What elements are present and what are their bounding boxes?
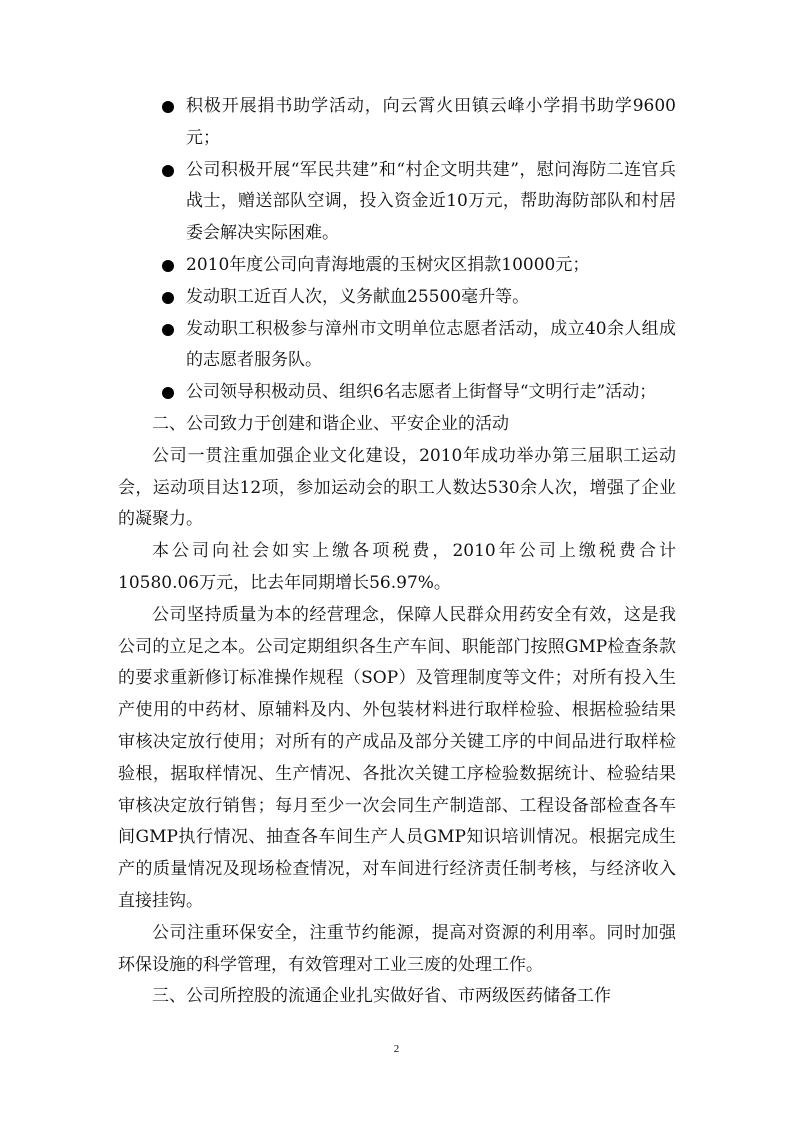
bullet-dot-icon	[162, 260, 174, 272]
bullet-item: 积极开展捐书助学活动，向云霄火田镇云峰小学捐书助学9600元；	[118, 91, 676, 155]
bullet-dot-icon	[162, 165, 174, 177]
paragraph-culture: 公司一贯注重加强企业文化建设，2010年成功举办第三届职工运动会，运动项目达12项，参加运动会的职工人数达530余人次，增强了企业的凝聚力。	[118, 445, 676, 530]
page-number: 2	[393, 1043, 400, 1055]
bullet-item: 公司领导积极动员、组织6名志愿者上街督导“文明行走”活动；	[118, 377, 676, 409]
bullet-dot-icon	[162, 387, 174, 399]
bullet-item: 发动职工积极参与漳州市文明单位志愿者活动，成立40余人组成的志愿者服务队。	[118, 314, 676, 378]
bullet-item: 2010年度公司向青海地震的玉树灾区捐款10000元；	[118, 250, 676, 282]
bullet-item: 公司积极开展“军民共建”和“村企文明共建”，慰问海防二连官兵战士，赠送部队空调，投入资金近10万元，帮助海防部队和村居委会解决实际困难。	[118, 155, 676, 250]
bullet-dot-icon	[162, 101, 174, 113]
section-3-heading: 三、公司所控股的流通企业扎实做好省、市两级医药储备工作	[152, 986, 611, 1007]
section-2-heading: 二、公司致力于创建和谐企业、平安企业的活动	[152, 413, 509, 434]
bullet-item: 发动职工近百人次，义务献血25500毫升等。	[118, 282, 676, 314]
bullet-list	[118, 91, 676, 409]
paragraph-quality: 公司坚持质量为本的经营理念，保障人民群众用药安全有效，这是我公司的立足之本。公司定期组织各生产车间、职能部门按照GMP检查条款的要求重新修订标准操作规程（SOP）及管理制度等文件；对所有投入生产使用的中药材、原辅料及内、外包装材料进行取样检验、根据检验结果审核决定放行使用；对所有的产成品及部分关键工序的中间品进行取样检验根，据取样情况、生产情况、各批次关键工序检验数据统计、检验结果审核决定放行销售；每月至少一次会同生产制造部、工程设备部检查各车间GMP执行情况、抽查各车间生产人员GMP知识培训情况。根据完成生产的质量情况及现场检查情况，对车间进行经济责任制考核，与经济收入直接挂钩。	[118, 604, 676, 911]
bullet-dot-icon	[162, 292, 174, 304]
page-content	[118, 91, 676, 1013]
paragraph-environment: 公司注重环保安全，注重节约能源，提高对资源的利用率。同时加强环保设施的科学管理，有效管理对工业三废的处理工作。	[118, 922, 676, 975]
bullet-dot-icon	[162, 324, 174, 336]
paragraph-tax: 本公司向社会如实上缴各项税费，2010年公司上缴税费合计10580.06万元，比去年同期增长56.97%。	[118, 541, 676, 593]
